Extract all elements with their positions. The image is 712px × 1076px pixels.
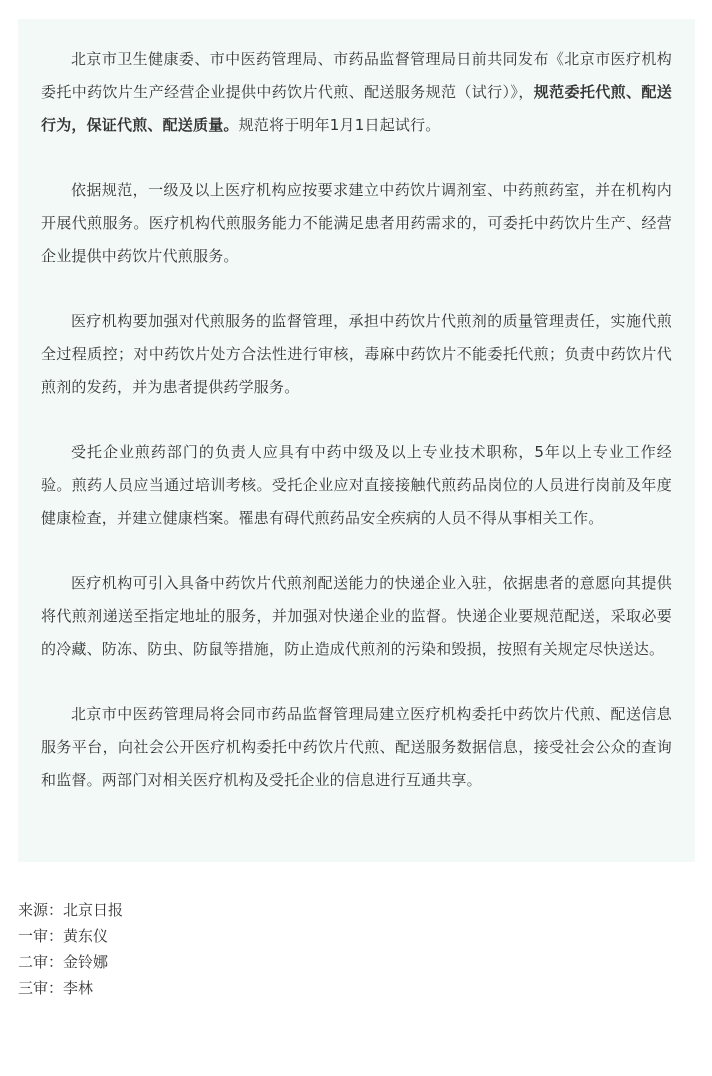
paragraph-5: 医疗机构可引入具备中药饮片代煎剂配送能力的快递企业入驻，依据患者的意愿向其提供将代煎剂递送至指定地址的服务，并加强对快递企业的监督。快递企业要规范配送，采取必要的冷藏、防冻、防虫、防鼠等措施，防止造成代煎剂的污染和毁损，按照有关规定尽快送达。 — [41, 574, 672, 658]
paragraph-text: 规范将于明年1月1日起试行。 — [238, 116, 441, 134]
paragraph-text: 北京市卫生健康委、市中医药管理局、市药品监督管理局日前共同发布《北京市医疗机构委托中药饮片生产经营企业提供中药饮片代煎、配送服务规范（试行）》， — [41, 50, 672, 101]
first-review-line: 一审：黄东仪 — [18, 927, 109, 945]
paragraph-bold-text: 规范委托代煎、配送行为，保证代煎、配送质量。 — [41, 83, 672, 134]
paragraph-3: 医疗机构要加强对代煎服务的监督管理，承担中药饮片代煎剂的质量管理责任，实施代煎全过程质控；对中药饮片处方合法性进行审核，毒麻中药饮片不能委托代煎；负责中药饮片代煎剂的发药，并为患者提供药学服务。 — [41, 312, 672, 396]
source-line: 来源：北京日报 — [18, 901, 124, 919]
article-body — [18, 19, 695, 862]
credits — [18, 897, 123, 1001]
paragraph-2: 依据规范，一级及以上医疗机构应按要求建立中药饮片调剂室、中药煎药室，并在机构内开展代煎服务。医疗机构代煎服务能力不能满足患者用药需求的，可委托中药饮片生产、经营企业提供中药饮片代煎服务。 — [41, 181, 672, 265]
paragraph-6: 北京市中医药管理局将会同市药品监督管理局建立医疗机构委托中药饮片代煎、配送信息服务平台，向社会公开医疗机构委托中药饮片代煎、配送服务数据信息，接受社会公众的查询和监督。两部门对相关医疗机构及受托企业的信息进行互通共享。 — [41, 705, 672, 789]
second-review-line: 二审：金铃娜 — [18, 953, 109, 971]
third-review-line: 三审：李林 — [18, 979, 94, 997]
paragraph-4: 受托企业煎药部门的负责人应具有中药中级及以上专业技术职称，5年以上专业工作经验。煎药人员应当通过培训考核。受托企业应对直接接触代煎药品岗位的人员进行岗前及年度健康检查，并建立健康档案。罹患有碍代煎药品安全疾病的人员不得从事相关工作。 — [41, 443, 672, 527]
paragraph-1 — [41, 43, 672, 142]
